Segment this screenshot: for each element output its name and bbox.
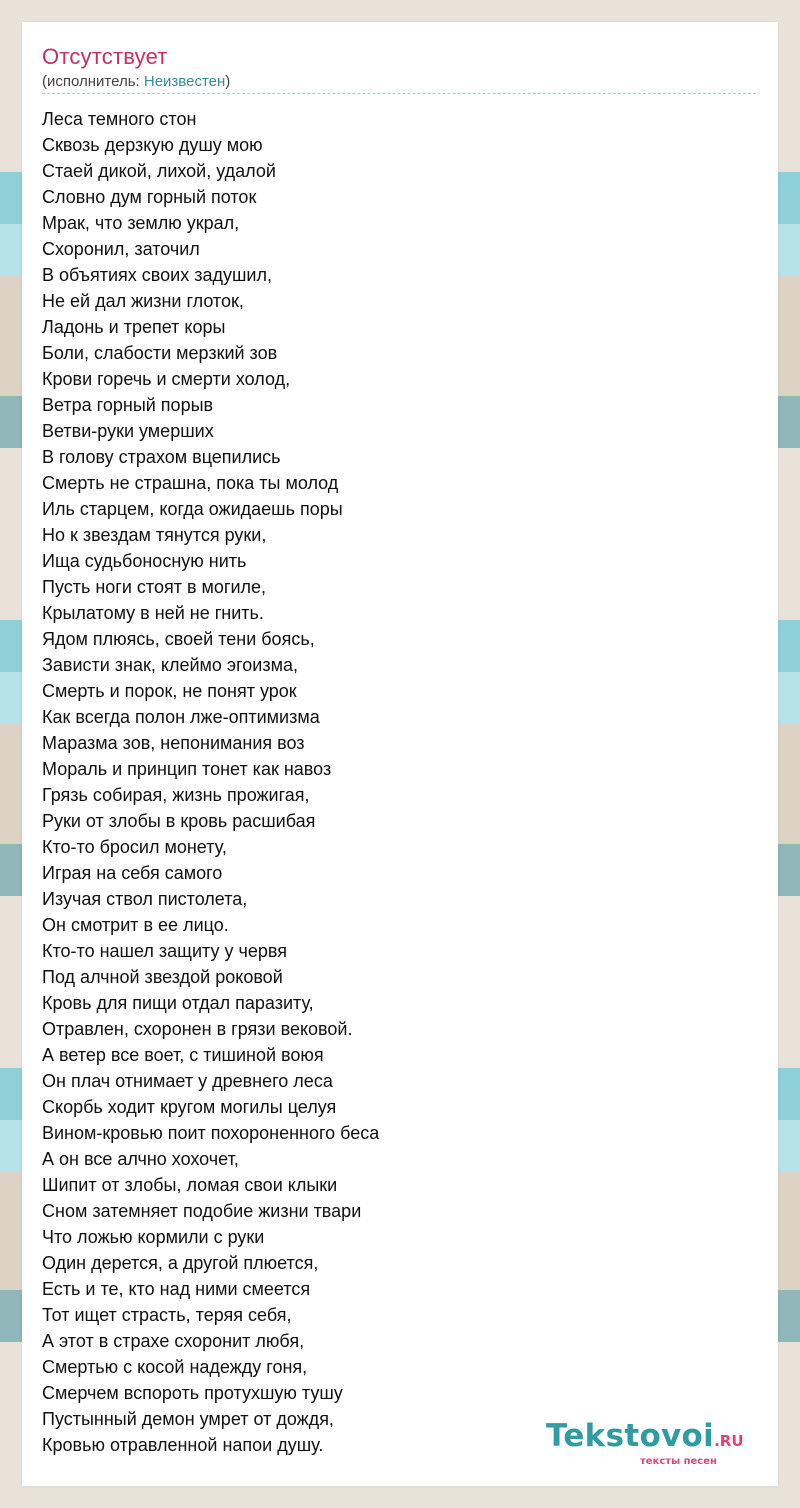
lyric-line: Он смотрит в ее лицо. (42, 915, 229, 935)
artist-line (42, 73, 230, 90)
lyric-line: Но к звездам тянутся руки, (42, 525, 267, 545)
lyric-line: Смерть не страшна, пока ты молод (42, 473, 339, 493)
lyric-line: Смертью с косой надежду гоня, (42, 1357, 308, 1377)
lyric-line: Он плач отнимает у древнего леса (42, 1071, 333, 1091)
lyric-line: Маразма зов, непонимания воз (42, 733, 305, 753)
lyric-line: Есть и те, кто над ними смеется (42, 1279, 311, 1299)
song-title: Отсутствует (42, 44, 168, 69)
lyric-line: Смерчем вспороть протухшую тушу (42, 1383, 343, 1403)
site-logo[interactable] (546, 1418, 744, 1467)
lyric-line: Пусть ноги стоят в могиле, (42, 577, 267, 597)
lyric-line: Словно дум горный поток (42, 187, 257, 207)
lyric-line: Шипит от злобы, ломая свои клыки (42, 1175, 338, 1195)
lyric-line: Стаей дикой, лихой, удалой (42, 161, 276, 181)
lyric-line: Сном затемняет подобие жизни твари (42, 1201, 362, 1221)
lyric-line: Грязь собирая, жизнь прожигая, (42, 785, 310, 805)
lyric-line: Ветви-руки умерших (42, 421, 214, 441)
lyric-line: Не ей дал жизни глоток, (42, 291, 244, 311)
lyric-line: Что ложью кормили с руки (42, 1227, 265, 1247)
lyric-line: Изучая ствол пистолета, (42, 889, 248, 909)
artist-prefix: (исполнитель: (42, 73, 144, 90)
lyrics-text (42, 106, 379, 1458)
lyric-line: А этот в страхе схоронит любя, (42, 1331, 305, 1351)
lyric-line: Леса темного стон (42, 109, 197, 129)
lyric-line: Тот ищет страсть, теряя себя, (42, 1305, 292, 1325)
lyric-line: Смерть и порок, не понят урок (42, 681, 297, 701)
lyrics-card (22, 22, 778, 1486)
logo-tld: .RU (714, 1432, 744, 1450)
lyric-line: Крови горечь и смерти холод, (42, 369, 291, 389)
artist-suffix: ) (225, 73, 231, 90)
lyric-line: Ладонь и трепет коры (42, 317, 226, 337)
lyric-line: Ища судьбоносную нить (42, 551, 247, 571)
lyric-line: Вином-кровью поит похороненного беса (42, 1123, 380, 1143)
lyric-line: Сквозь дерзкую душу мою (42, 135, 263, 155)
lyric-line: Кто-то бросил монету, (42, 837, 227, 857)
artist-link[interactable]: Неизвестен (143, 73, 226, 90)
lyric-line: А он все алчно хохочет, (42, 1149, 239, 1169)
lyric-line: Пустынный демон умрет от дождя, (42, 1409, 334, 1429)
lyric-line: Ветра горный порыв (42, 395, 214, 415)
lyric-line: Кровью отравленной напои душу. (42, 1435, 324, 1455)
lyric-line: Зависти знак, клеймо эгоизма, (42, 655, 298, 675)
lyric-line: Скорбь ходит кругом могилы целуя (42, 1097, 337, 1117)
logo-name: Tekstovoi (546, 1418, 715, 1454)
lyric-line: Схоронил, заточил (42, 239, 200, 259)
lyric-line: Играя на себя самого (42, 863, 223, 883)
logo-tagline: тексты песен (640, 1456, 717, 1467)
lyric-line: Боли, слабости мерзкий зов (42, 343, 278, 363)
lyric-line: Крылатому в ней не гнить. (42, 603, 264, 623)
title-divider (42, 93, 756, 94)
lyric-line: Мораль и принцип тонет как навоз (42, 759, 332, 779)
lyric-line: Кровь для пищи отдал паразиту, (42, 993, 314, 1013)
lyric-line: Мрак, что землю украл, (42, 213, 240, 233)
lyric-line: Иль старцем, когда ожидаешь поры (42, 499, 343, 519)
lyric-line: Под алчной звездой роковой (42, 967, 283, 987)
lyric-line: Кто-то нашел защиту у червя (42, 941, 287, 961)
lyric-line: В объятиях своих задушил, (42, 265, 272, 285)
lyric-line: Отравлен, схоронен в грязи вековой. (42, 1019, 353, 1039)
lyric-line: Как всегда полон лже-оптимизма (42, 707, 320, 727)
lyric-line: Руки от злобы в кровь расшибая (42, 811, 316, 831)
lyric-line: А ветер все воет, с тишиной воюя (42, 1045, 324, 1065)
lyric-line: Ядом плюясь, своей тени боясь, (42, 629, 315, 649)
lyric-line: Один дерется, а другой плюется, (42, 1253, 319, 1273)
lyric-line: В голову страхом вцепились (42, 447, 281, 467)
